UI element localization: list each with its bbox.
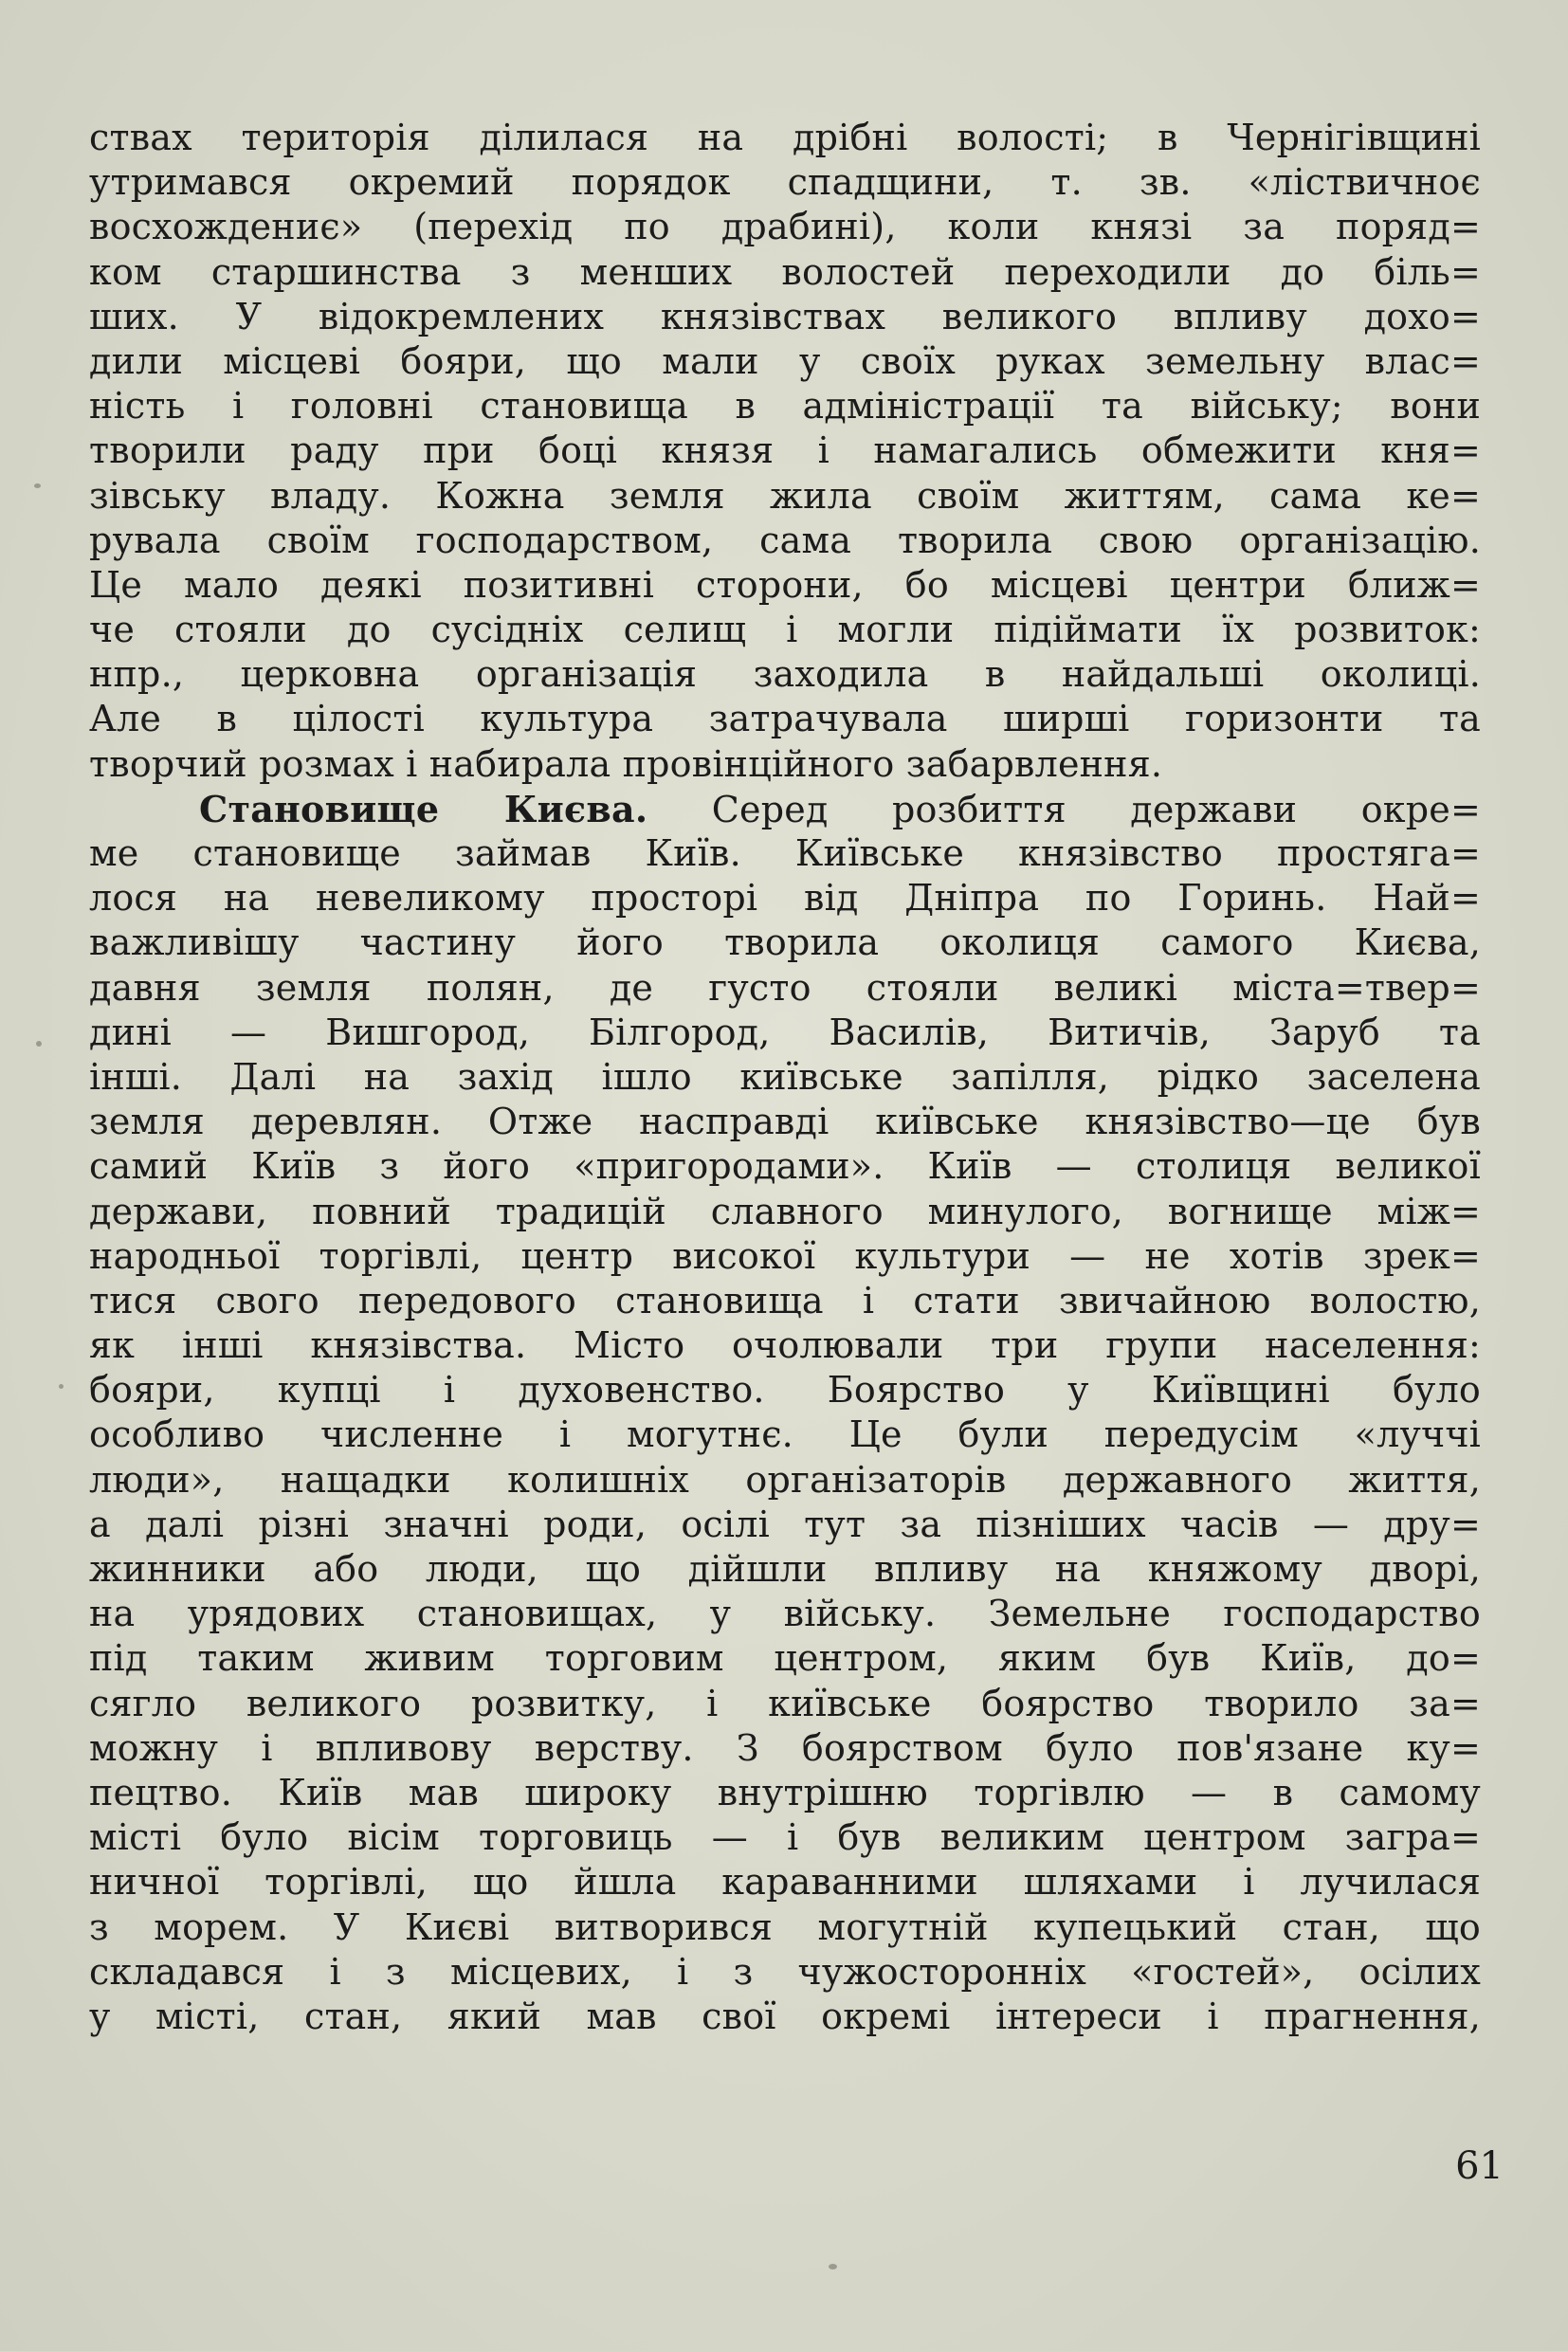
text-line: утримався окремий порядок спадщини, т. зв. «ліствичноє [89,161,1481,204]
text-line: дині — Вишгород, Білгород, Василів, Витичів, Заруб та [89,1011,1481,1053]
text-line: особливо численне і могутнє. Це були передусім «луччі [89,1413,1481,1456]
text-line: у місті, стан, який мав свої окремі інтереси і прагнення, [89,1995,1481,2037]
text-line: пецтво. Київ мав широку внутрішню торгівлю — в самому [89,1771,1481,1813]
section-heading: Становище Києва. [199,787,648,830]
text-line: зівську владу. Кожна земля жила своїм життям, сама ке= [89,474,1481,517]
paper-speck [59,1384,64,1389]
text-line: держави, повний традицій славного минулого, вогнище між= [89,1190,1481,1232]
text-line: Але в цілості культура затрачувала ширші горизонти та [89,698,1481,740]
text-line: дили місцеві бояри, що мали у своїх руках земельну влас= [89,339,1481,382]
paper-speck [829,2264,837,2269]
text-line: складався і з місцевих, і з чужосторонніх «гостей», осілих [89,1950,1481,1993]
text-line: земля деревлян. Отже насправді київське князівство—це був [89,1101,1481,1143]
text-line: творчий розмах і набирала провінційного забарвлення. [89,742,1163,785]
text-line: місті було вісім торговиць — і був великим центром загра= [89,1816,1481,1859]
text-line: ствах територія ділилася на дрібні волості; в Чернігівщині [89,117,1481,158]
text-line: як інші князівства. Місто очолювали три групи населення: [89,1324,1481,1367]
text-line: Це мало деякі позитивні сторони, бо місцеві центри ближ= [89,563,1481,606]
text-line: ком старшинства з менших волостей переходили до біль= [89,250,1481,293]
paper-speck [34,483,41,488]
text-line: рувала своїм господарством, сама творила свою організацію. [89,519,1481,561]
text-line: а далі різні значні роди, осілі тут за пізніших часів — дру= [89,1503,1481,1545]
paragraph-first-line [89,787,1481,831]
text-line: ме становище займав Київ. Київське князівство простяга= [89,832,1481,874]
paper-speck [36,1041,42,1047]
text-line: жинники або люди, що дійшли впливу на княжому дворі, [89,1548,1481,1590]
text-line: з морем. У Києві витворився могутній купецький стан, що [89,1905,1481,1948]
text-line: на урядових становищах, у війську. Земельне господарство [89,1593,1481,1635]
text-line: інші. Далі на захід ішло київське запілля, рідко заселена [89,1055,1481,1098]
text-line: нпр., церковна організація заходила в найдальші околиці. [89,653,1481,696]
text-line: че стояли до сусідніх селищ і могли підіймати їх розвиток: [89,609,1481,651]
body-text [89,116,1481,2039]
text-line: давня земля полян, де густо стояли великі міста=твер= [89,966,1481,1009]
text-line: народньої торгівлі, центр високої культури — не хотів зрек= [89,1234,1481,1277]
text-line: бояри, купці і духовенство. Боярство у Київщині було [89,1369,1481,1412]
text-line: лося на невеликому просторі від Дніпра по Горинь. Най= [89,877,1481,920]
text-line: ших. У відокремлених князівствах великого впливу дохо= [89,295,1481,337]
text-line: люди», нащадки колишніх організаторів державного життя, [89,1458,1481,1501]
text-line: самий Київ з його «пригородами». Київ — столиця великої [89,1145,1481,1188]
text-line: творили раду при боці князя і намагались обмежити кня= [89,429,1481,472]
text-line: ність і головні становища в адміністрації та війську; вони [89,385,1481,428]
text-line: під таким живим торговим центром, яким був Київ, до= [89,1637,1481,1680]
text-line: можну і впливову верству. З боярством було пов'язане ку= [89,1726,1481,1769]
text-line: тися свого передового становища і стати звичайною волостю, [89,1279,1481,1321]
text-line-continuation: Серед розбиття держави окре= [647,788,1481,830]
text-line: восхождениє» (перехід по драбині), коли князі за поряд= [89,206,1481,248]
page-number: 61 [1455,2144,1504,2188]
text-line: ничної торгівлі, що йшла караванними шляхами і лучилася [89,1861,1481,1904]
text-line: важливішу частину його творила околиця самого Києва, [89,921,1481,964]
text-line: сягло великого розвитку, і київське боярство творило за= [89,1682,1481,1724]
